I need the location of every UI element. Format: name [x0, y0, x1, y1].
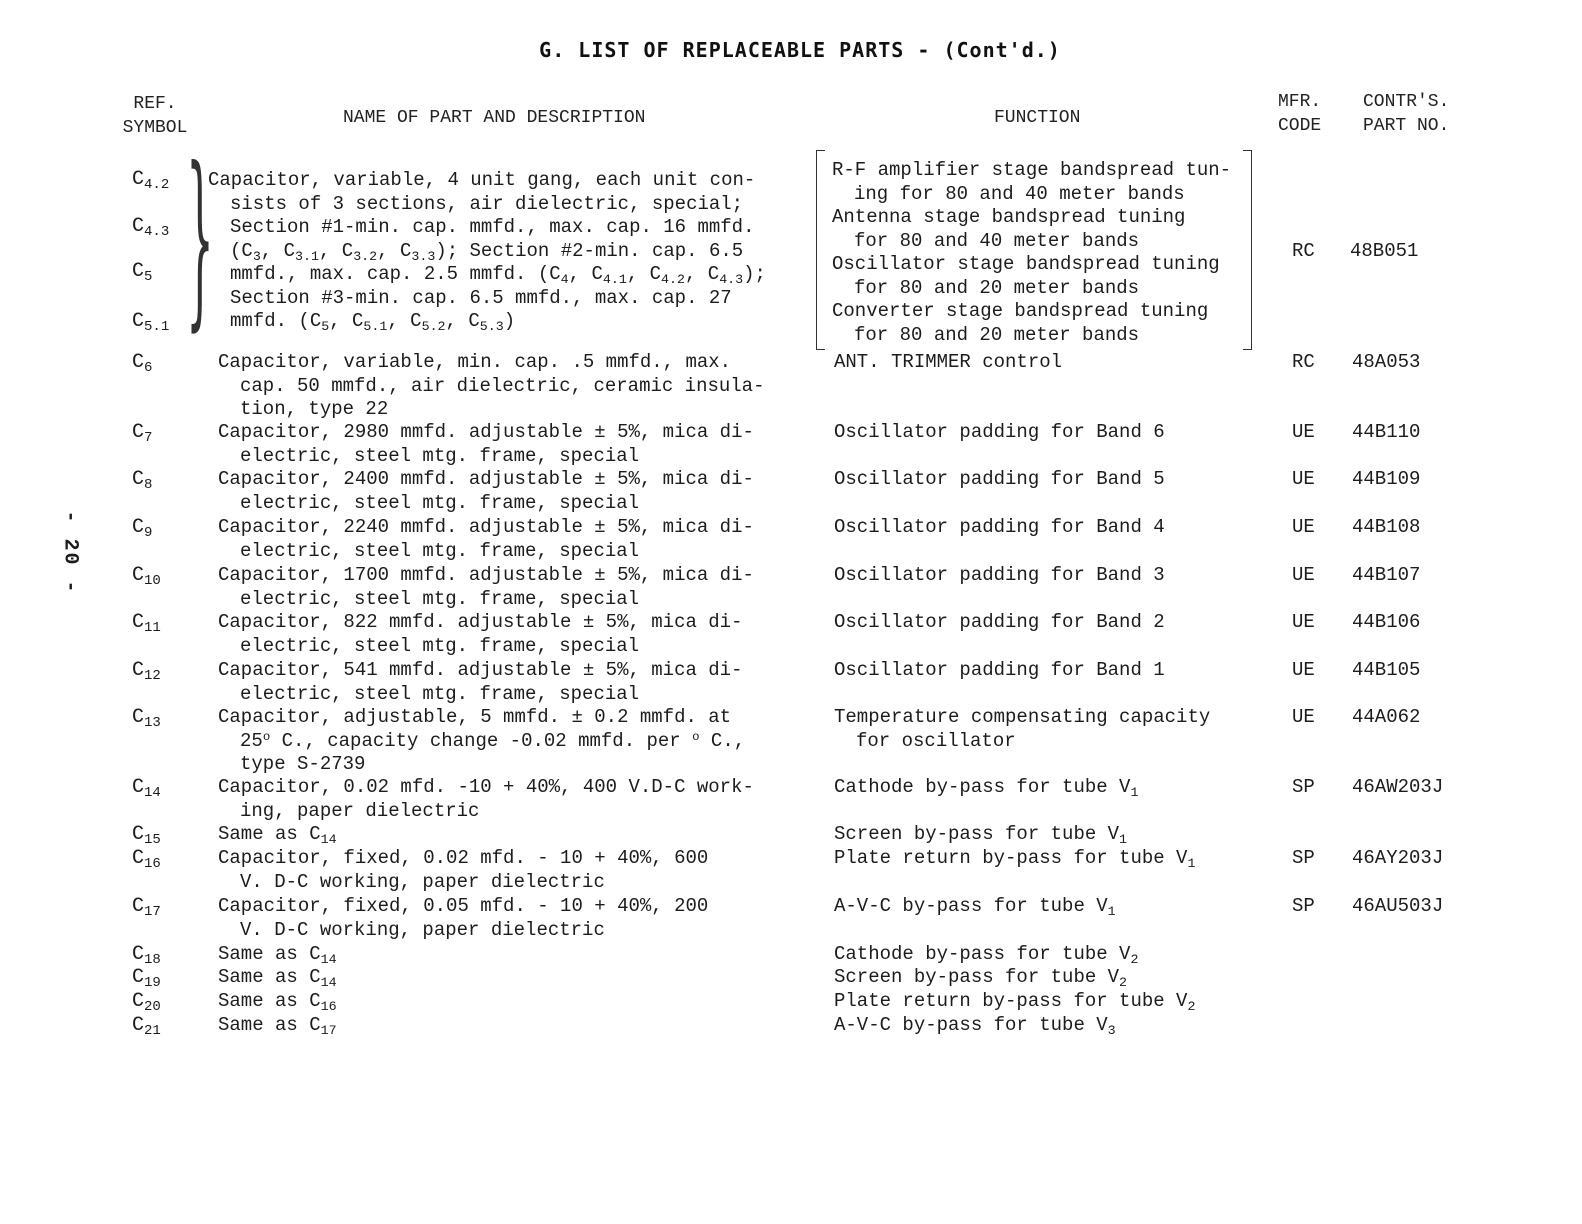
part-function: Screen by-pass for tube $V_2$ — [834, 966, 1128, 990]
gang-ref-1: $C_{4.2}$ — [132, 168, 170, 193]
part-function: Temperature compensating capacity for oscillator — [834, 706, 1211, 752]
part-function: Oscillator padding for Band 6 — [834, 421, 1165, 443]
gang-function-2-line2: for 80 and 40 meter bands — [854, 229, 1140, 252]
part-function: Cathode by-pass for tube $V_1$ — [834, 776, 1139, 800]
gang-desc-line6: Section #3-min. cap. 6.5 mmfd., max. cap. 27 — [230, 286, 732, 309]
part-description: Same as $C_{14}$ — [218, 823, 337, 847]
ref-symbol: $C_{13}$ — [132, 706, 161, 731]
part-description: Capacitor, adjustable, 5 mmfd. ± 0.2 mmfd. at 25$^o$ C., capacity change -0.02 mmfd. per $^o$ C., type S-2739 — [218, 706, 746, 775]
gang-functions — [832, 159, 1231, 347]
part-number: 44B109 — [1352, 468, 1421, 490]
header-mfr-code — [1278, 90, 1321, 138]
ref-symbol: $C_{11}$ — [132, 611, 161, 636]
part-function: A-V-C by-pass for tube $V_3$ — [834, 1014, 1116, 1038]
function-bracket-left — [816, 150, 825, 350]
header-mfr-line1: MFR. — [1278, 92, 1322, 112]
gang-ref-3: $C_5$ — [132, 260, 153, 285]
part-description: Capacitor, 2240 mmfd. adjustable ± 5%, mica di- electric, steel mtg. frame, special — [218, 516, 754, 562]
ref-symbol: $C_{10}$ — [132, 564, 161, 589]
ref-symbol: $C_{15}$ — [132, 823, 161, 848]
mfr-code: UE — [1292, 611, 1315, 633]
gang-desc-line7: mmfd. ($C_5$, $C_{5.1}$, $C_{5.2}$, $C_{5.3}$) — [230, 310, 516, 334]
gang-desc-line4: ($C_3$, $C_{3.1}$, $C_{3.2}$, $C_{3.3}$); Section #2-min. cap. 6.5 — [230, 239, 744, 264]
gang-function-2-line1: Antenna stage bandspread tuning — [832, 206, 1186, 228]
part-number: 44B110 — [1352, 421, 1421, 443]
ref-symbol: $C_{12}$ — [132, 659, 161, 684]
part-description: Same as $C_{14}$ — [218, 966, 337, 990]
gang-desc-line1: Capacitor, variable, 4 unit gang, each unit con- — [208, 169, 756, 191]
mfr-code: RC — [1292, 351, 1315, 373]
ref-symbol: $C_7$ — [132, 421, 153, 446]
part-function: A-V-C by-pass for tube $V_1$ — [834, 895, 1116, 919]
part-number: 44B105 — [1352, 659, 1421, 681]
mfr-code: UE — [1292, 564, 1315, 586]
mfr-code: UE — [1292, 706, 1315, 728]
header-part-no — [1363, 90, 1449, 138]
part-description: Capacitor, 0.02 mfd. -10 + 40%, 400 V.D-C work- ing, paper dielectric — [218, 776, 754, 822]
mfr-code: UE — [1292, 659, 1315, 681]
left-brace: } — [186, 130, 214, 351]
part-description: Same as $C_{16}$ — [218, 990, 337, 1014]
part-function: Oscillator padding for Band 1 — [834, 659, 1165, 681]
gang-function-4-line1: Converter stage bandspread tuning — [832, 300, 1209, 322]
gang-ref-2: $C_{4.3}$ — [132, 215, 170, 240]
part-function: ANT. TRIMMER control — [834, 351, 1063, 373]
part-description: Capacitor, 541 mmfd. adjustable ± 5%, mica di- electric, steel mtg. frame, special — [218, 659, 743, 705]
ref-symbol: $C_{18}$ — [132, 943, 161, 968]
gang-ref-4: $C_{5.1}$ — [132, 310, 170, 335]
part-description: Capacitor, fixed, 0.05 mfd. - 10 + 40%, 200 V. D-C working, paper dielectric — [218, 895, 709, 941]
header-part-line2: PART NO. — [1363, 116, 1450, 136]
function-bracket-right — [1243, 150, 1252, 350]
part-function: Screen by-pass for tube $V_1$ — [834, 823, 1128, 847]
ref-symbol: $C_6$ — [132, 351, 153, 376]
mfr-code: UE — [1292, 516, 1315, 538]
part-description: Capacitor, fixed, 0.02 mfd. - 10 + 40%, 600 V. D-C working, paper dielectric — [218, 847, 709, 893]
mfr-code: SP — [1292, 895, 1315, 917]
part-description: Capacitor, 2980 mmfd. adjustable ± 5%, mica di- electric, steel mtg. frame, special — [218, 421, 754, 467]
mfr-code: UE — [1292, 468, 1315, 490]
part-function: Oscillator padding for Band 4 — [834, 516, 1165, 538]
ref-symbol: $C_{20}$ — [132, 990, 161, 1015]
page-number-text: - 20 - — [58, 509, 82, 595]
header-ref-symbol — [120, 92, 190, 140]
header-mfr-line2: CODE — [1278, 116, 1322, 136]
part-description: Capacitor, 822 mmfd. adjustable ± 5%, mica di- electric, steel mtg. frame, special — [218, 611, 743, 657]
ref-symbol: $C_{17}$ — [132, 895, 161, 920]
ref-symbol: $C_{19}$ — [132, 966, 161, 991]
part-description: Capacitor, variable, min. cap. .5 mmfd., max. cap. 50 mmfd., air dielectric, ceramic insula- tion, type 22 — [218, 351, 765, 420]
part-function: Oscillator padding for Band 5 — [834, 468, 1165, 490]
part-function: Oscillator padding for Band 2 — [834, 611, 1165, 633]
part-function: Plate return by-pass for tube $V_1$ — [834, 847, 1196, 871]
part-number: 44B108 — [1352, 516, 1421, 538]
ref-symbol: $C_{16}$ — [132, 847, 161, 872]
mfr-code: SP — [1292, 847, 1315, 869]
part-number: 48A053 — [1352, 351, 1421, 373]
part-function: Cathode by-pass for tube $V_2$ — [834, 943, 1139, 967]
part-description: Capacitor, 2400 mmfd. adjustable ± 5%, mica di- electric, steel mtg. frame, special — [218, 468, 754, 514]
gang-part-no: 48B051 — [1350, 240, 1419, 262]
part-description: Capacitor, 1700 mmfd. adjustable ± 5%, mica di- electric, steel mtg. frame, special — [218, 564, 754, 610]
mfr-code: UE — [1292, 421, 1315, 443]
gang-desc-line2: sists of 3 sections, air dielectric, special; — [230, 192, 744, 215]
part-number: 44A062 — [1352, 706, 1421, 728]
header-ref-line2: SYMBOL — [122, 118, 188, 138]
page-title: G. LIST OF REPLACEABLE PARTS - (Cont'd.) — [539, 38, 1061, 62]
gang-function-1-line1: R-F amplifier stage bandspread tun- — [832, 159, 1232, 181]
gang-function-4-line2: for 80 and 20 meter bands — [854, 323, 1140, 346]
page-number — [50, 509, 90, 595]
gang-description — [208, 169, 766, 334]
part-number: 44B107 — [1352, 564, 1421, 586]
header-function: FUNCTION — [994, 108, 1081, 128]
gang-function-3-line2: for 80 and 20 meter bands — [854, 276, 1140, 299]
part-function: Oscillator padding for Band 3 — [834, 564, 1165, 586]
part-number: 46AY203J — [1352, 847, 1444, 869]
part-number: 44B106 — [1352, 611, 1421, 633]
part-number: 46AU503J — [1352, 895, 1444, 917]
part-description: Same as $C_{17}$ — [218, 1014, 337, 1038]
gang-desc-line3: Section #1-min. cap. mmfd., max. cap. 16 mmfd. — [230, 216, 755, 238]
part-function: Plate return by-pass for tube $V_2$ — [834, 990, 1196, 1014]
gang-function-3-line1: Oscillator stage bandspread tuning — [832, 253, 1220, 275]
header-part-line1: CONTR'S. — [1363, 92, 1450, 112]
header-name: NAME OF PART AND DESCRIPTION — [343, 108, 646, 128]
mfr-code: SP — [1292, 776, 1315, 798]
gang-mfr-code: RC — [1292, 240, 1315, 262]
ref-symbol: $C_{21}$ — [132, 1014, 161, 1039]
part-number: 46AW203J — [1352, 776, 1444, 798]
gang-function-1-line2: ing for 80 and 40 meter bands — [854, 182, 1185, 205]
ref-symbol: $C_9$ — [132, 516, 153, 541]
gang-desc-line5: mmfd., max. cap. 2.5 mmfd. ($C_4$, $C_{4.1}$, $C_{4.2}$, $C_{4.3}$); — [230, 263, 766, 287]
ref-symbol: $C_8$ — [132, 468, 153, 493]
part-description: Same as $C_{14}$ — [218, 943, 337, 967]
header-ref-line1: REF. — [133, 94, 177, 114]
ref-symbol: $C_{14}$ — [132, 776, 161, 801]
